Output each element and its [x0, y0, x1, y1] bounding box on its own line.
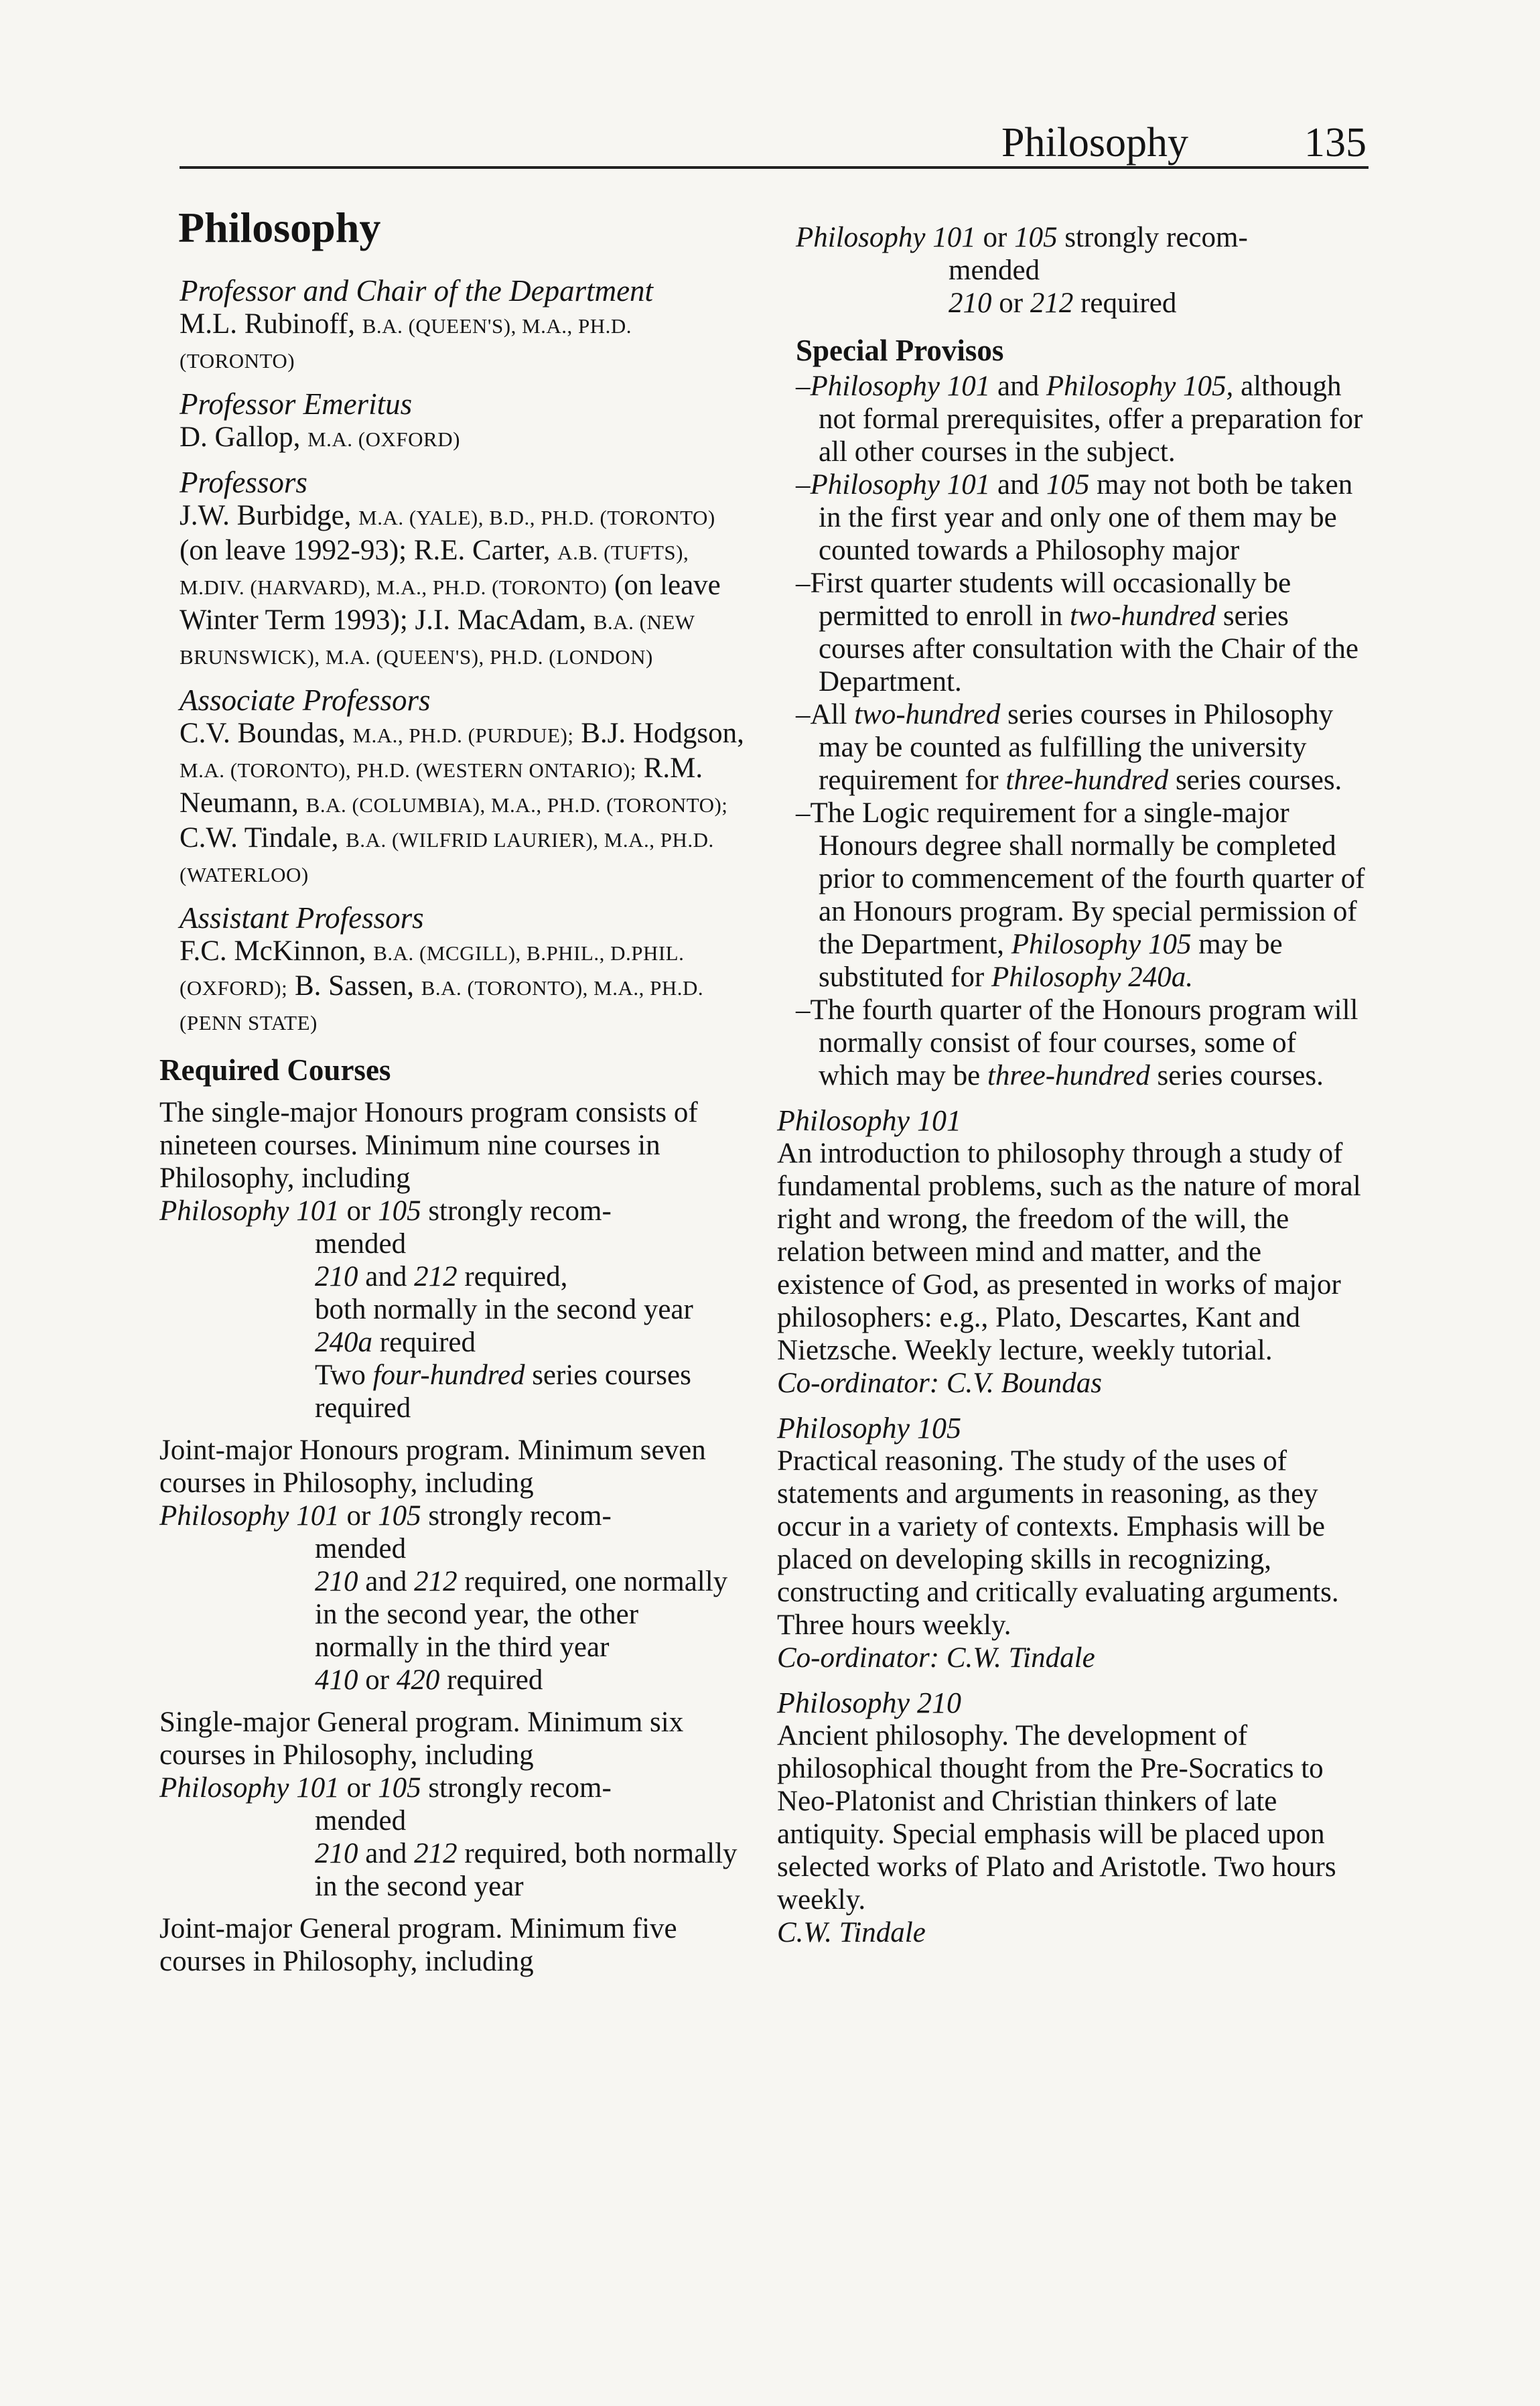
faculty-list: [159, 275, 749, 1039]
course-ref: 240a: [315, 1327, 372, 1358]
requirement-line: mended: [315, 1805, 407, 1836]
proviso-item: –Philosophy 101 and 105 may not both be taken in the first year and only one of them may be counted towards a Philosophy major: [796, 469, 1353, 566]
role-professors: Professors: [180, 466, 307, 499]
requirement-text: series courses required: [315, 1359, 691, 1424]
requirement-line: mended: [949, 255, 1040, 286]
course-ref: 105: [1014, 222, 1058, 253]
requirement-line: [159, 1260, 749, 1293]
faculty-degrees: B.A. (WILFRID LAURIER), M.A., PH.D. (WATERLOO): [180, 828, 714, 886]
requirement-text: required, both normally in the second year: [315, 1838, 738, 1902]
role-associate-professors: Associate Professors: [180, 683, 431, 717]
proviso-text: First quarter students will occasionally be permitted to enroll in: [810, 567, 1291, 632]
course-ref: 210: [315, 1838, 358, 1869]
requirement-text: required,: [457, 1261, 568, 1292]
course-ref: three-hundred: [987, 1060, 1150, 1091]
requirement-line: [159, 1359, 749, 1424]
course-coordinator: Co-ordinator: C.W. Tindale: [777, 1642, 1095, 1674]
faculty-name: B.J. Hodgson,: [581, 718, 744, 749]
course-ref: Philosophy 101: [159, 1772, 340, 1804]
proviso-text: series courses.: [1149, 1060, 1324, 1091]
role-chair: Professor and Chair of the Department: [180, 274, 654, 308]
assistant-professors-entry: [180, 935, 749, 1039]
course-ref: Philosophy 101: [810, 469, 991, 500]
course-ref: 105: [378, 1195, 421, 1227]
leave-note: (on leave 1992-93);: [180, 535, 407, 566]
emeritus-entry: [180, 421, 749, 456]
connector: and: [990, 469, 1046, 500]
required-courses-heading: Required Courses: [159, 1053, 391, 1087]
requirement-line: [796, 287, 1373, 320]
course-title: Philosophy 210: [777, 1686, 961, 1719]
left-column: [159, 201, 749, 1978]
proviso-text: The fourth quarter of the Honours program will normally consist of four courses, some of which may be: [810, 994, 1358, 1091]
connector: or: [339, 1195, 378, 1227]
right-column: [757, 221, 1373, 1949]
connector: or: [339, 1500, 378, 1532]
proviso-text: series courses after consultation with the Chair of the Department.: [819, 600, 1359, 697]
faculty-name: R.M. Neumann,: [180, 752, 703, 819]
course-ref: Philosophy 101: [810, 371, 991, 402]
proviso-item: –The Logic requirement for a single-major Honours degree shall normally be completed prior to commencement of the fourth quarter of an Honours program. By special permission of the Department, Philosophy 105 may be substituted for Philosophy 240a.: [796, 797, 1365, 993]
requirement-line: [159, 1195, 749, 1227]
course-ref: 210: [315, 1261, 358, 1292]
requirement-text: strongly recom-: [421, 1772, 612, 1804]
proviso-item: –Philosophy 101 and Philosophy 105, although not formal prerequisites, offer a preparation for all other courses in the subject.: [796, 371, 1363, 468]
program-single-major-general: [159, 1706, 749, 1903]
faculty-name: C.V. Boundas,: [180, 718, 346, 749]
program-intro: Joint-major General program. Minimum five courses in Philosophy, including: [159, 1913, 677, 1977]
header-rule: [180, 166, 1369, 169]
requirement-line: [159, 1772, 749, 1804]
faculty-degrees: M.A. (OXFORD): [307, 427, 460, 451]
course-ref: Philosophy 105,: [1046, 371, 1234, 402]
faculty-name: B. Sassen,: [294, 970, 414, 1002]
chair-entry: [180, 308, 749, 377]
role-assistant-professors: Assistant Professors: [180, 901, 424, 935]
requirement-line: mended: [315, 1533, 407, 1564]
page-number: 135: [1304, 120, 1367, 165]
faculty-degrees: B.A. (NEW BRUNSWICK), M.A. (QUEEN'S), PH.D. (LONDON): [180, 610, 695, 669]
course-descriptions: [757, 1104, 1373, 1949]
faculty-name: R.E. Carter,: [413, 535, 551, 566]
program-single-major-honours: [159, 1096, 749, 1424]
faculty-degrees: B.A. (MCGILL), B.PHIL., D.PHIL. (OXFORD);: [180, 941, 685, 1000]
leave-note: (on leave Winter Term 1993);: [180, 570, 721, 636]
course-ref: 210: [315, 1566, 358, 1597]
requirement-line: [159, 1326, 749, 1359]
faculty-name: F.C. McKinnon,: [180, 935, 366, 967]
requirement-text: required: [1073, 287, 1177, 319]
program-joint-major-general-continued: [757, 221, 1373, 320]
connector: and: [358, 1261, 415, 1292]
faculty-name: M.L. Rubinoff,: [180, 308, 355, 340]
course-coordinator: Co-ordinator: C.V. Boundas: [777, 1367, 1102, 1399]
course-ref: Philosophy 101: [159, 1195, 340, 1227]
proviso-item: –The fourth quarter of the Honours program will normally consist of four courses, some of which may be three-hundred series courses.: [796, 994, 1358, 1091]
program-intro: Joint-major Honours program. Minimum seven courses in Philosophy, including: [159, 1434, 706, 1499]
requirement-line: [796, 221, 1373, 254]
proviso-text: series courses in Philosophy may be counted as fulfilling the university requirement for: [819, 699, 1334, 796]
requirement-text: strongly recom-: [1057, 222, 1248, 253]
connector: and: [358, 1838, 415, 1869]
requirement-text: required: [439, 1664, 543, 1696]
course-ref: Philosophy 105: [1011, 929, 1192, 960]
course-ref: 420: [396, 1664, 440, 1696]
course-ref: 105: [378, 1500, 421, 1532]
professors-entry: [180, 499, 749, 673]
running-head-section: Philosophy: [1001, 120, 1189, 165]
course-ref: two-hundred: [1069, 600, 1216, 632]
course-ref: three-hundred: [1005, 764, 1169, 796]
faculty-degrees: M.A. (YALE), B.D., PH.D. (TORONTO): [358, 506, 715, 529]
faculty-degrees: B.A. (COLUMBIA), M.A., PH.D. (TORONTO);: [305, 793, 728, 817]
requirement-line: [159, 1499, 749, 1532]
associate-professors-entry: [180, 717, 749, 891]
faculty-name: D. Gallop,: [180, 421, 301, 453]
requirement-line: both normally in the second year: [315, 1294, 693, 1325]
course-ref: Philosophy 240a.: [991, 961, 1193, 993]
running-head: [1001, 119, 1367, 167]
role-emeritus: Professor Emeritus: [180, 387, 413, 421]
course-ref: 212: [414, 1261, 458, 1292]
course-ref: Philosophy 101: [796, 222, 976, 253]
requirement-text: required, one normally in the second year, the other normally in the third year: [315, 1566, 728, 1663]
course-ref: 210: [949, 287, 992, 319]
requirement-text: required: [372, 1327, 476, 1358]
program-intro: Single-major General program. Minimum six courses in Philosophy, including: [159, 1707, 684, 1771]
connector: or: [339, 1772, 378, 1804]
course-ref: two-hundred: [854, 699, 1001, 730]
program-intro: The single-major Honours program consists of nineteen courses. Minimum nine courses in Philosophy, including: [159, 1097, 698, 1194]
connector: or: [975, 222, 1015, 253]
requirement-text: strongly recom-: [421, 1500, 612, 1532]
faculty-name: C.W. Tindale,: [180, 822, 339, 854]
faculty-degrees: B.A. (TORONTO), M.A., PH.D. (PENN STATE): [180, 976, 704, 1034]
proviso-text: may be substituted for: [819, 929, 1283, 993]
requirement-line: mended: [315, 1228, 407, 1260]
program-joint-major-general: [159, 1912, 749, 1978]
course-title: Philosophy 101: [777, 1104, 961, 1137]
requirement-line: [159, 1664, 749, 1696]
proviso-item: –All two-hundred series courses in Philosophy may be counted as fulfilling the university requirement for three-hundred series courses.: [796, 699, 1342, 796]
course-description: Ancient philosophy. The development of philosophical thought from the Pre-Socratics to Neo-Platonist and Christian thinkers of late antiquity. Special emphasis will be placed upon selected works of Plato and Aristotle. Two hours weekly.: [777, 1720, 1336, 1916]
connector: or: [991, 287, 1030, 319]
special-provisos-heading: Special Provisos: [796, 334, 1004, 367]
faculty-degrees: B.A. (QUEEN'S), M.A., PH.D. (TORONTO): [180, 314, 632, 373]
requirement-line: [159, 1565, 749, 1664]
faculty-degrees: M.A. (TORONTO), PH.D. (WESTERN ONTARIO);: [180, 758, 636, 782]
requirement-line: [159, 1837, 749, 1903]
course-ref: Philosophy 101: [159, 1500, 340, 1532]
requirement-text: strongly recom-: [421, 1195, 612, 1227]
faculty-degrees: M.A., PH.D. (PURDUE);: [352, 724, 574, 747]
faculty-name: J.I. MacAdam,: [415, 604, 587, 636]
course-title: Philosophy 105: [777, 1412, 961, 1445]
proviso-text: although not formal prerequisites, offer a preparation for all other courses in the subject.: [819, 371, 1363, 468]
course-ref: 105: [1046, 469, 1090, 500]
course-ref: four-hundred: [372, 1359, 525, 1391]
faculty-degrees: A.B. (TUFTS), M.DIV. (HARVARD), M.A., PH.D. (TORONTO): [180, 541, 689, 599]
course-description: Practical reasoning. The study of the uses of statements and arguments in reasoning, as they occur in a variety of contexts. Emphasis will be placed on developing skills in recognizing, constructing and critically evaluating arguments. Three hours weekly.: [777, 1445, 1339, 1641]
course-ref: 212: [414, 1566, 458, 1597]
proviso-text: series courses.: [1168, 764, 1342, 796]
course-ref: 212: [414, 1838, 458, 1869]
course-coordinator: C.W. Tindale: [777, 1917, 926, 1948]
special-provisos: [757, 334, 1373, 1092]
requirement-text: Two: [315, 1359, 373, 1391]
connector: or: [358, 1664, 397, 1696]
course-ref: 105: [378, 1772, 421, 1804]
course-ref: 410: [315, 1664, 358, 1696]
course-entry-105: [777, 1412, 1373, 1674]
course-ref: 212: [1030, 287, 1074, 319]
course-entry-210: [777, 1686, 1373, 1949]
connector: and: [990, 371, 1046, 402]
course-entry-101: [777, 1104, 1373, 1400]
department-title: Philosophy: [178, 204, 381, 251]
program-joint-major-honours: [159, 1434, 749, 1696]
proviso-text: The Logic requirement for a single-major Honours degree shall normally be completed prior to commencement of the fourth quarter of an Honours program. By special permission of the Department,: [810, 797, 1365, 960]
proviso-text: may not both be taken in the first year and only one of them may be counted towards a Philosophy major: [819, 469, 1353, 566]
course-description: An introduction to philosophy through a study of fundamental problems, such as the nature of moral right and wrong, the freedom of the will, the relation between mind and matter, and the existence of God, as presented in works of major philosophers: e.g., Plato, Descartes, Kant and Nietzsche. Weekly lecture, weekly tutorial.: [777, 1138, 1361, 1366]
connector: and: [358, 1566, 415, 1597]
faculty-name: J.W. Burbidge,: [180, 500, 352, 531]
proviso-text: All: [810, 699, 855, 730]
proviso-item: –First quarter students will occasionally be permitted to enroll in two-hundred series courses after consultation with the Chair of the Department.: [796, 567, 1359, 697]
